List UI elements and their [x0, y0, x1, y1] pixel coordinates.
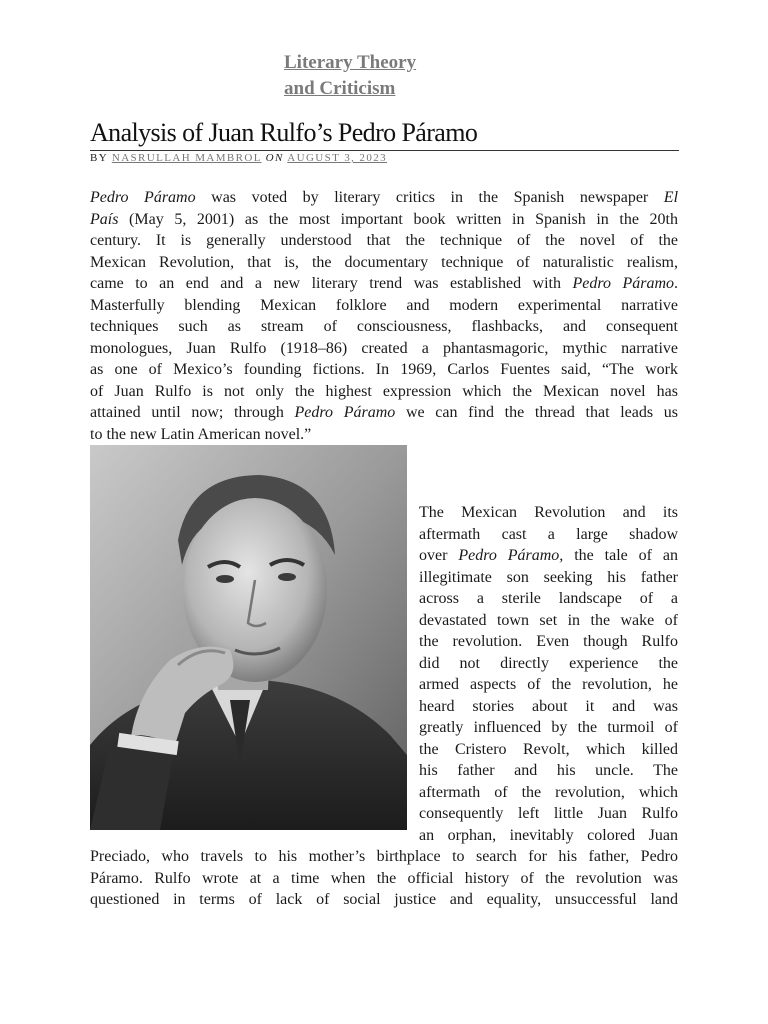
text-segment: Páramo. Rulfo wrote at a time when the official history of the revolution was — [90, 869, 678, 887]
text-segment: was voted by literary critics in the Spanish newspaper — [195, 189, 664, 206]
text-segment: Pedro Páramo — [572, 275, 675, 292]
text-segment: the tale of an — [563, 547, 678, 564]
text-segment: questioned in terms of lack of social justice and equality, unsuccessful land — [90, 891, 678, 908]
text-segment: an orphan, inevitably colored Juan — [419, 826, 678, 844]
para1-line — [90, 209, 678, 231]
para2-line — [419, 567, 678, 589]
para3-line — [90, 868, 678, 890]
text-segment: attained until now; through — [90, 404, 295, 421]
text-segment: Pedro Páramo — [90, 189, 196, 206]
text-segment: the Cristero Revolt, which killed — [419, 740, 678, 758]
para2-line — [419, 825, 678, 847]
para1-line — [90, 187, 678, 209]
paragraph-2 — [419, 502, 678, 846]
text-segment: illegitimate son seeking his father — [419, 568, 678, 586]
text-segment: heard stories about it and was — [419, 697, 678, 715]
para2-line — [419, 502, 678, 524]
para2-line — [419, 653, 678, 675]
para2-line — [419, 610, 678, 632]
text-segment: . — [674, 275, 679, 292]
para2-line — [419, 631, 678, 653]
para2-line — [419, 739, 678, 761]
text-segment: (May 5, 2001) as the most important book written in Spanish in the 20th — [118, 210, 678, 228]
text-segment: across a sterile landscape of a — [419, 590, 678, 607]
para2-line — [419, 696, 678, 718]
text-segment: over — [419, 547, 459, 564]
author-link[interactable]: NASRULLAH MAMBROL — [111, 152, 262, 164]
text-segment: century. It is generally understood that the technique of the novel of the — [90, 232, 678, 249]
para1-line — [90, 316, 678, 338]
text-segment: of Juan Rulfo is not only the highest expression which the Mexican novel has — [90, 382, 678, 400]
para1-line — [90, 273, 678, 295]
text-segment: The Mexican Revolution and its — [419, 504, 678, 521]
para2-line — [419, 782, 678, 804]
text-segment: Pedro Páramo — [294, 404, 396, 421]
text-segment: Masterfully blending Mexican folklore and modern experimental narrative — [90, 296, 678, 314]
para3-line — [90, 889, 678, 911]
text-segment: El — [663, 189, 679, 206]
text-segment: greatly influenced by the turmoil of — [419, 719, 678, 736]
byline-on: ON — [265, 152, 284, 164]
text-segment: to the new Latin American novel.” — [90, 425, 312, 443]
article-title: Analysis of Juan Rulfo’s Pedro Páramo — [90, 118, 478, 147]
text-segment: País — [90, 210, 119, 228]
date-link[interactable]: AUGUST 3, 2023 — [287, 152, 388, 164]
para3-line — [90, 846, 678, 868]
para1-line — [90, 359, 678, 381]
para2-line — [419, 803, 678, 825]
paragraph-3 — [90, 846, 678, 911]
text-segment: his father and his uncle. The — [419, 762, 678, 779]
text-segment: devastated town set in the wake of — [419, 611, 678, 629]
text-segment: as one of Mexico’s founding fictions. In 1969, Carlos Fuentes said, “The work — [90, 361, 678, 378]
para1-line — [90, 230, 678, 252]
text-segment: consequently left little Juan Rulfo — [419, 805, 678, 822]
text-segment: we can find the thread that leads us — [395, 404, 678, 421]
para2-line — [419, 524, 678, 546]
para2-line — [419, 674, 678, 696]
byline — [90, 150, 679, 164]
paragraph-1 — [90, 187, 678, 445]
text-segment: armed aspects of the revolution, he — [419, 676, 678, 693]
para1-line — [90, 402, 678, 424]
header-line-1: Literary Theory — [284, 52, 417, 73]
author-portrait-photo — [90, 445, 407, 830]
para2-line — [419, 545, 678, 567]
header-line-2: and Criticism — [284, 78, 396, 99]
text-segment: monologues, Juan Rulfo (1918–86) created a phantasmagoric, mythic narrative — [90, 339, 678, 357]
para1-line — [90, 252, 678, 274]
text-segment: Mexican Revolution, that is, the documentary technique of naturalistic realism, — [90, 253, 678, 271]
text-segment: came to an end and a new literary trend was established with — [90, 275, 573, 292]
para1-line — [90, 381, 678, 403]
site-header-link[interactable] — [284, 50, 416, 102]
text-segment: techniques such as stream of consciousness, flashbacks, and consequent — [90, 318, 678, 335]
text-segment: Preciado, who travels to his mother’s birthplace to search for his father, Pedro — [90, 848, 678, 865]
para1-line — [90, 338, 678, 360]
text-segment: Pedro Páramo, — [458, 547, 564, 564]
text-segment: did not directly experience the — [419, 654, 678, 672]
text-segment: aftermath of the revolution, which — [419, 783, 678, 801]
text-segment: the revolution. Even though Rulfo — [419, 633, 678, 650]
byline-by: BY — [90, 152, 108, 164]
para2-line — [419, 717, 678, 739]
para1-line — [90, 295, 678, 317]
para2-line — [419, 588, 678, 610]
para2-line — [419, 760, 678, 782]
para1-line — [90, 424, 678, 446]
text-segment: aftermath cast a large shadow — [419, 525, 678, 543]
